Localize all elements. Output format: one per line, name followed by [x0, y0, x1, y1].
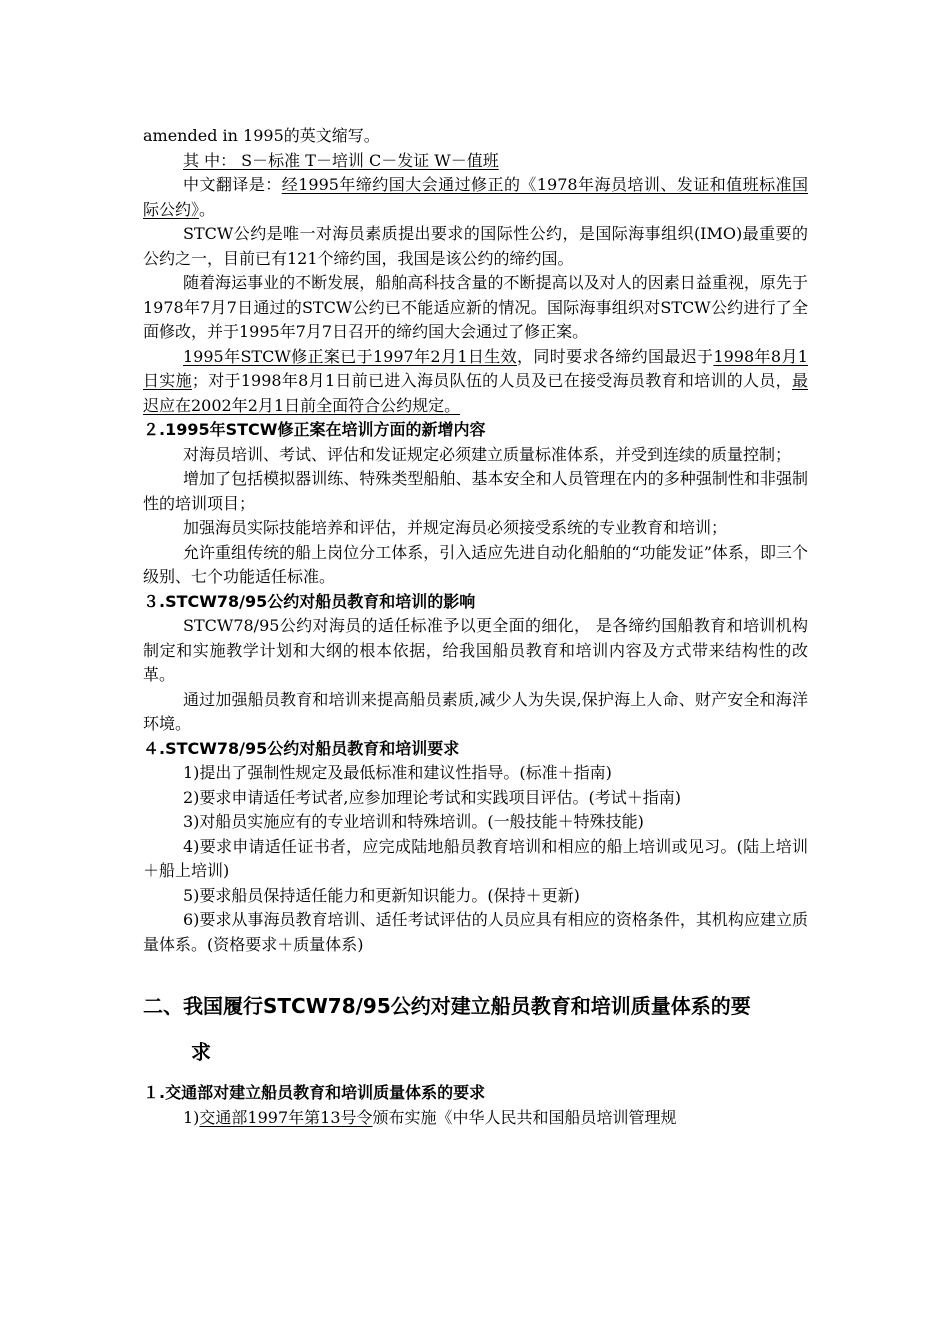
translation-prefix: 中文翻译是： [183, 175, 282, 194]
document-page [143, 124, 808, 1130]
ministry-order: 交通部1997年第13号令 [199, 1107, 373, 1127]
section-4-item: 2)要求申请适任考试者,应参加理论考试和实践项目评估。(考试＋指南) [183, 787, 681, 807]
effective-text-1: ，同时要求各缔约国最迟于 [517, 346, 714, 366]
section-4-item: 5)要求船员保持适任能力和更新知识能力。(保持＋更新) [183, 885, 580, 905]
section-2-item: 允许重组传统的船上岗位分工体系，引入适应先进自动化船舶的“功能发证”体系，即三个级别、七个功能适任标准。 [143, 542, 808, 586]
section-3-item: STCW78/95公约对海员的适任标准予以更全面的细化， 是各缔约国船教育和培训机构制定和实施教学计划和大纲的根本依据，给我国船员教育和培训内容及方式带来结构性的改革。 [143, 616, 808, 684]
section-4-item: 1)提出了强制性规定及最低标准和建议性指导。(标准＋指南) [183, 763, 612, 782]
chapter-2-item-1 [143, 1106, 808, 1131]
effective-date-1: 1995年STCW修正案已于1997年2月1日生效 [183, 346, 518, 366]
translation-suffix: 。 [199, 199, 216, 219]
stcw-abbreviation-key [143, 149, 808, 174]
section-4-heading: ４.STCW78/95公约对船员教育和培训要求 [143, 738, 460, 758]
item-number: 1) [183, 1107, 200, 1127]
section-2-heading: ２.1995年STCW修正案在培训方面的新增内容 [143, 420, 486, 439]
section-2-item: 对海员培训、考试、评估和发证规定必须建立质量标准体系，并受到连续的质量控制； [183, 444, 792, 464]
abbreviation-legend: 其 中： S－标准 T－培训 C－发证 W－值班 [183, 150, 499, 170]
section-4-item: 3)对船员实施应有的专业培训和特殊培训。(一般技能＋特殊技能) [183, 812, 644, 831]
effective-text-2: ；对于1998年8月1日前已进入海员队伍的人员及已在接受海员教育和培训的人员， [191, 371, 792, 390]
effective-date-3: 最迟应在2002年2月1日前全面符合公约规定。 [143, 371, 808, 415]
section-2-item: 增加了包括模拟器训练、特殊类型船舶、基本安全和人员管理在内的多种强制性和非强制性的培训项目； [143, 469, 808, 513]
section-4-item: 4)要求申请适任证书者，应完成陆地船员教育培训和相应的船上培训或见习。(陆上培训＋船上培训) [143, 836, 808, 880]
effective-date-2: 1998年8月1日实施 [143, 346, 808, 390]
chinese-translation [143, 173, 808, 222]
section-2-item: 加强海员实际技能培养和评估，并规定海员必须接受系统的专业教育和培训； [183, 518, 728, 537]
intro-line-1: amended in 1995的英文缩写。 [143, 126, 380, 145]
chapter-2-heading [143, 983, 808, 1075]
chapter-2-heading-line-1: 二、我国履行STCW78/95公约对建立船员教育和培训质量体系的要 [143, 994, 751, 1018]
item-text: 颁布实施《中华人民共和国船员培训管理规 [372, 1107, 677, 1127]
section-3-item: 通过加强船员教育和培训来提高船员素质,减少人为失误,保护海上人命、财产安全和海洋环境。 [143, 689, 808, 733]
para-effective-date [143, 345, 808, 419]
section-3-heading: ３.STCW78/95公约对船员教育和培训的影响 [143, 591, 476, 611]
chapter-2-sub-heading: １.交通部对建立船员教育和培训质量体系的要求 [143, 1083, 486, 1102]
translation-title: 经1995年缔约国大会通过修正的《1978年海员培训、发证和值班标准国际公约》 [143, 175, 808, 219]
section-4-item: 6)要求从事海员教育培训、适任考试评估的人员应具有相应的资格条件，其机构应建立质量体系。(资格要求＋质量体系) [143, 910, 808, 954]
chapter-2-heading-line-2: 求 [191, 1040, 211, 1064]
para-stcw-description: STCW公约是唯一对海员素质提出要求的国际性公约，是国际海事组织(IMO)最重要的公约之一，目前已有121个缔约国，我国是该公约的缔约国。 [143, 224, 808, 268]
para-development: 随着海运事业的不断发展，船舶高科技含量的不断提高以及对人的因素日益重视，原先于1978年7月7日通过的STCW公约已不能适应新的情况。国际海事组织对STCW公约进行了全面修改，并于1995年7月7日召开的缔约国大会通过了修正案。 [143, 273, 808, 341]
